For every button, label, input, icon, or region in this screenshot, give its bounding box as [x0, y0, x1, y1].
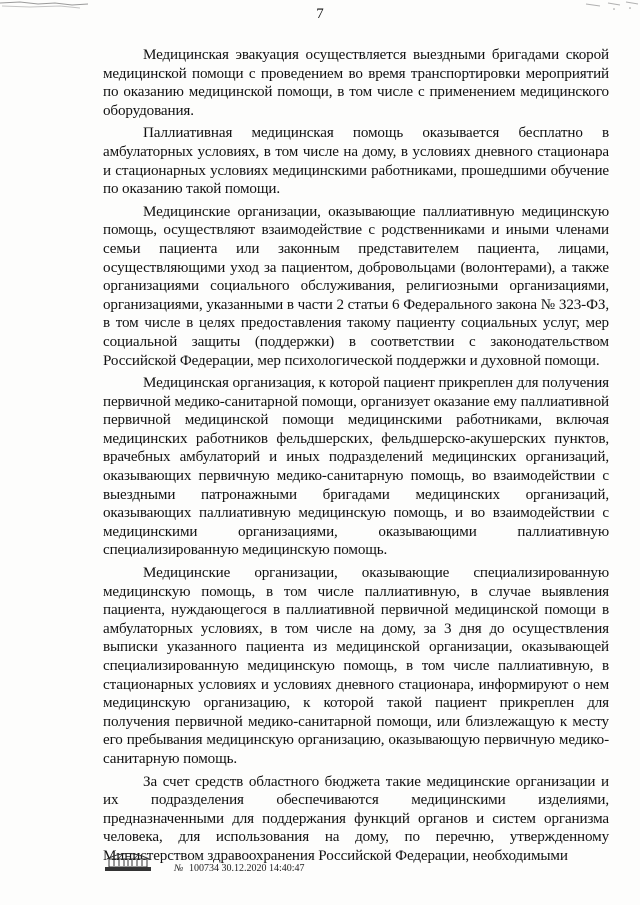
- body-text: [103, 46, 609, 870]
- paragraph: Медицинские организации, оказывающие паллиативную медицинскую помощь, осуществляют взаимодействие с родственниками и иными членами семьи пациента или законным представителем пациента, лицами, осуществляющими уход за пациентом, добровольцами (волонтерами), а также организациями социального обслуживания, религиозными организациями, организациями, указанными в части 2 статьи 6 Федерального закона № 323-ФЗ, в том числе в целях предоставления такому пациенту социальных услуг, мер социальной защиты (поддержки) в соответствии с законодательством Российской Федерации, мер психологической поддержки и духовной помощи.: [103, 203, 609, 369]
- paragraph: Медицинские организации, оказывающие специализированную медицинскую помощь, в том числе паллиативную, в случае выявления пациента, нуждающегося в паллиативной первичной медицинской помощи в амбулаторных условиях, в том числе на дому, за 3 дня до осуществления выписки указанного пациента из медицинской организации, оказывающей специализированную медицинскую помощь, в том числе паллиативную, в стационарных условиях и условиях дневного стационара, информируют о нем медицинскую организацию, к которой такой пациент прикреплен для получения первичной медико-санитарной помощи, или близлежащую к месту его пребывания медицинскую организацию, оказывающую первичную медико-санитарную помощь.: [103, 565, 609, 767]
- document-time: 14:40:47: [268, 863, 305, 874]
- document-registration: [174, 863, 305, 874]
- document-date: 30.12.2020: [221, 863, 267, 874]
- page-number: 7: [316, 6, 324, 22]
- number-sign: №: [174, 863, 184, 874]
- paragraph: Паллиативная медицинская помощь оказывается бесплатно в амбулаторных условиях, в том числе на дому, в условиях дневного стационара и стационарных условиях медицинскими работниками, прошедшими обучение по оказанию такой помощи.: [103, 125, 609, 198]
- paragraph: За счет средств областного бюджета такие медицинские организации и их подразделения обеспечиваются медицинскими изделиями, предназначенными для поддержания функций органов и систем организма человека, для использования на дому, по перечню, утвержденному Министерством здравоохранения Российской Федерации, необходимыми: [103, 773, 609, 864]
- paragraph: Медицинская организация, к которой пациент прикреплен для получения первичной медико-санитарной помощи, организует оказание ему паллиативной первичной медицинской помощи медицинскими работниками, включая медицинских работников фельдшерских, фельдшерско-акушерских пунктов, врачебных амбулаторий и иных подразделений медицинских организаций, оказывающих первичную медико-санитарную помощь, во взаимодействии с выездными патронажными бригадами медицинских организаций, оказывающих паллиативную медицинскую помощь, и во взаимодействии с медицинскими организациями, оказывающими паллиативную специализированную медицинскую помощь.: [103, 375, 609, 559]
- document-number: 100734: [188, 863, 219, 874]
- document-footer: [103, 848, 363, 874]
- building-seal-icon: [103, 848, 153, 872]
- paragraph: Медицинская эвакуация осуществляется выездными бригадами скорой медицинской помощи с проведением во время транспортировки мероприятий по оказанию медицинской помощи, в том числе с применением медицинского оборудования.: [103, 47, 609, 119]
